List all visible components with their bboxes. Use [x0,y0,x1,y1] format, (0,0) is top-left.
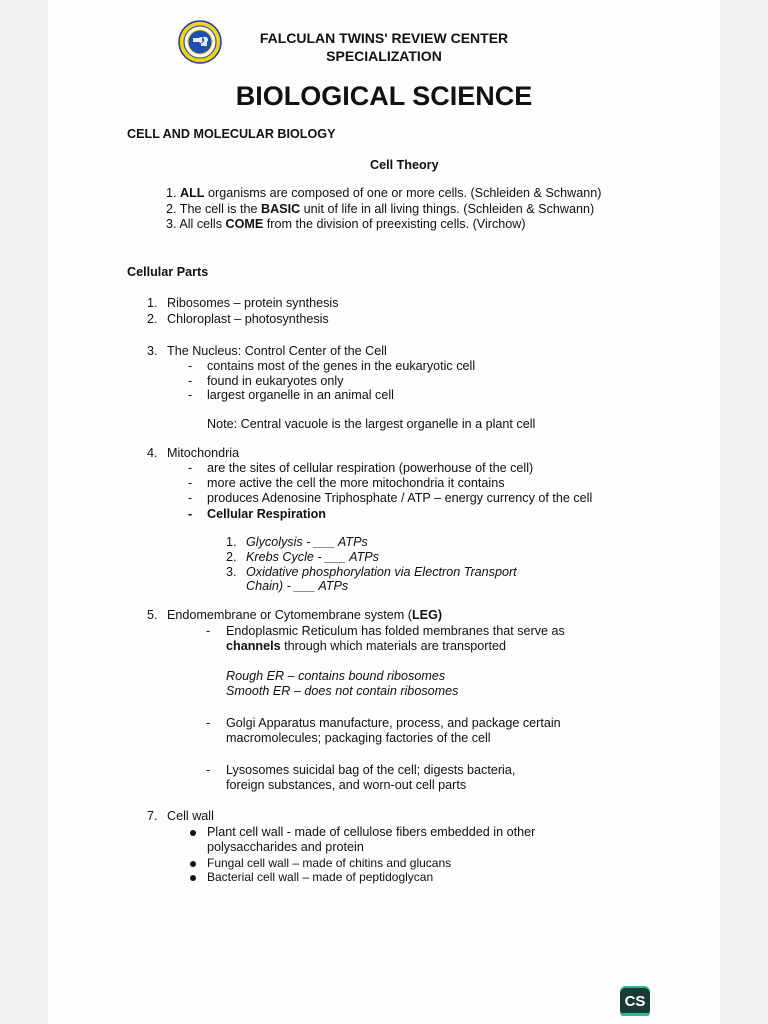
dash-marker: - [206,716,211,730]
list-number: 1. [147,296,158,310]
bullet-icon [190,830,196,836]
cellular-parts-heading: Cellular Parts [127,265,209,279]
list-number: 3. [147,344,158,358]
sub-item-cont: macromolecules; packaging factories of the cell [226,731,491,745]
list-item: Chloroplast – photosynthesis [167,312,329,326]
respiration-step: Glycolysis - ___ ATPs [246,535,368,549]
list-number: 7. [147,809,158,823]
list-number: 1. [226,535,237,549]
cell-theory-item: 2. The cell is the BASIC unit of life in all living things. (Schleiden & Schwann) [166,202,595,216]
sub-item: more active the cell the more mitochondria it contains [207,476,505,490]
respiration-step-cont: Chain) - ___ ATPs [246,579,349,593]
org-subtitle: SPECIALIZATION [326,48,442,64]
dash-marker: - [188,476,193,490]
sub-item: Bacterial cell wall – made of peptidoglycan [207,870,434,884]
camscanner-badge-icon[interactable]: CS [620,986,650,1016]
list-item: Mitochondria [167,446,240,460]
dash-marker: - [188,374,193,388]
dash-marker: - [188,359,193,373]
sub-item-cont: polysaccharides and protein [207,840,364,854]
sub-item: found in eukaryotes only [207,374,344,388]
list-item: Ribosomes – protein synthesis [167,296,339,310]
bullet-icon [190,861,196,867]
rough-er: Rough ER – contains bound ribosomes [226,669,446,683]
dash-marker: - [206,763,211,777]
sub-item: largest organelle in an animal cell [207,388,394,402]
sub-item: Plant cell wall - made of cellulose fibers embedded in other [207,825,536,839]
smooth-er: Smooth ER – does not contain ribosomes [226,684,459,698]
org-name: FALCULAN TWINS' REVIEW CENTER [259,30,509,46]
sub-item: Fungal cell wall – made of chitins and glucans [207,856,452,870]
sub-item: produces Adenosine Triphosphate / ATP – energy currency of the cell [207,491,593,505]
sub-item-cont: channels through which materials are transported [226,639,506,653]
cell-theory-item: 1. ALL organisms are composed of one or more cells. (Schleiden & Schwann) [166,186,602,200]
list-item: Endomembrane or Cytomembrane system (LEG) [167,608,443,622]
list-number: 2. [226,550,237,564]
dash-marker: - [188,388,193,402]
sub-item: Endoplasmic Reticulum has folded membranes that serve as [226,624,565,638]
respiration-step: Oxidative phosphorylation via Electron Transport [246,565,517,579]
sub-item-bold: Cellular Respiration [207,507,326,521]
page-title: BIOLOGICAL SCIENCE [235,81,533,111]
document-page [48,0,720,1024]
sub-item: Golgi Apparatus manufacture, process, and package certain [226,716,561,730]
section-heading: CELL AND MOLECULAR BIOLOGY [127,127,336,141]
bullet-icon [190,875,196,881]
cell-theory-item: 3. All cells COME from the division of preexisting cells. (Virchow) [166,217,526,231]
sub-item-cont: foreign substances, and worn-out cell parts [226,778,467,792]
dash-marker: - [188,491,193,505]
list-item: Cell wall [167,809,214,823]
dash-marker: - [188,461,193,475]
note: Note: Central vacuole is the largest organelle in a plant cell [207,417,536,431]
list-item: The Nucleus: Control Center of the Cell [167,344,387,358]
list-number: 3. [226,565,237,579]
dash-marker: - [206,624,211,638]
cell-theory-heading: Cell Theory [370,158,439,172]
sub-item: contains most of the genes in the eukaryotic cell [207,359,476,373]
sub-item: are the sites of cellular respiration (powerhouse of the cell) [207,461,534,475]
dash-marker: - [188,507,193,521]
list-number: 4. [147,446,158,460]
respiration-step: Krebs Cycle - ___ ATPs [246,550,379,564]
list-number: 2. [147,312,158,326]
sub-item: Lysosomes suicidal bag of the cell; digests bacteria, [226,763,516,777]
list-number: 5. [147,608,158,622]
